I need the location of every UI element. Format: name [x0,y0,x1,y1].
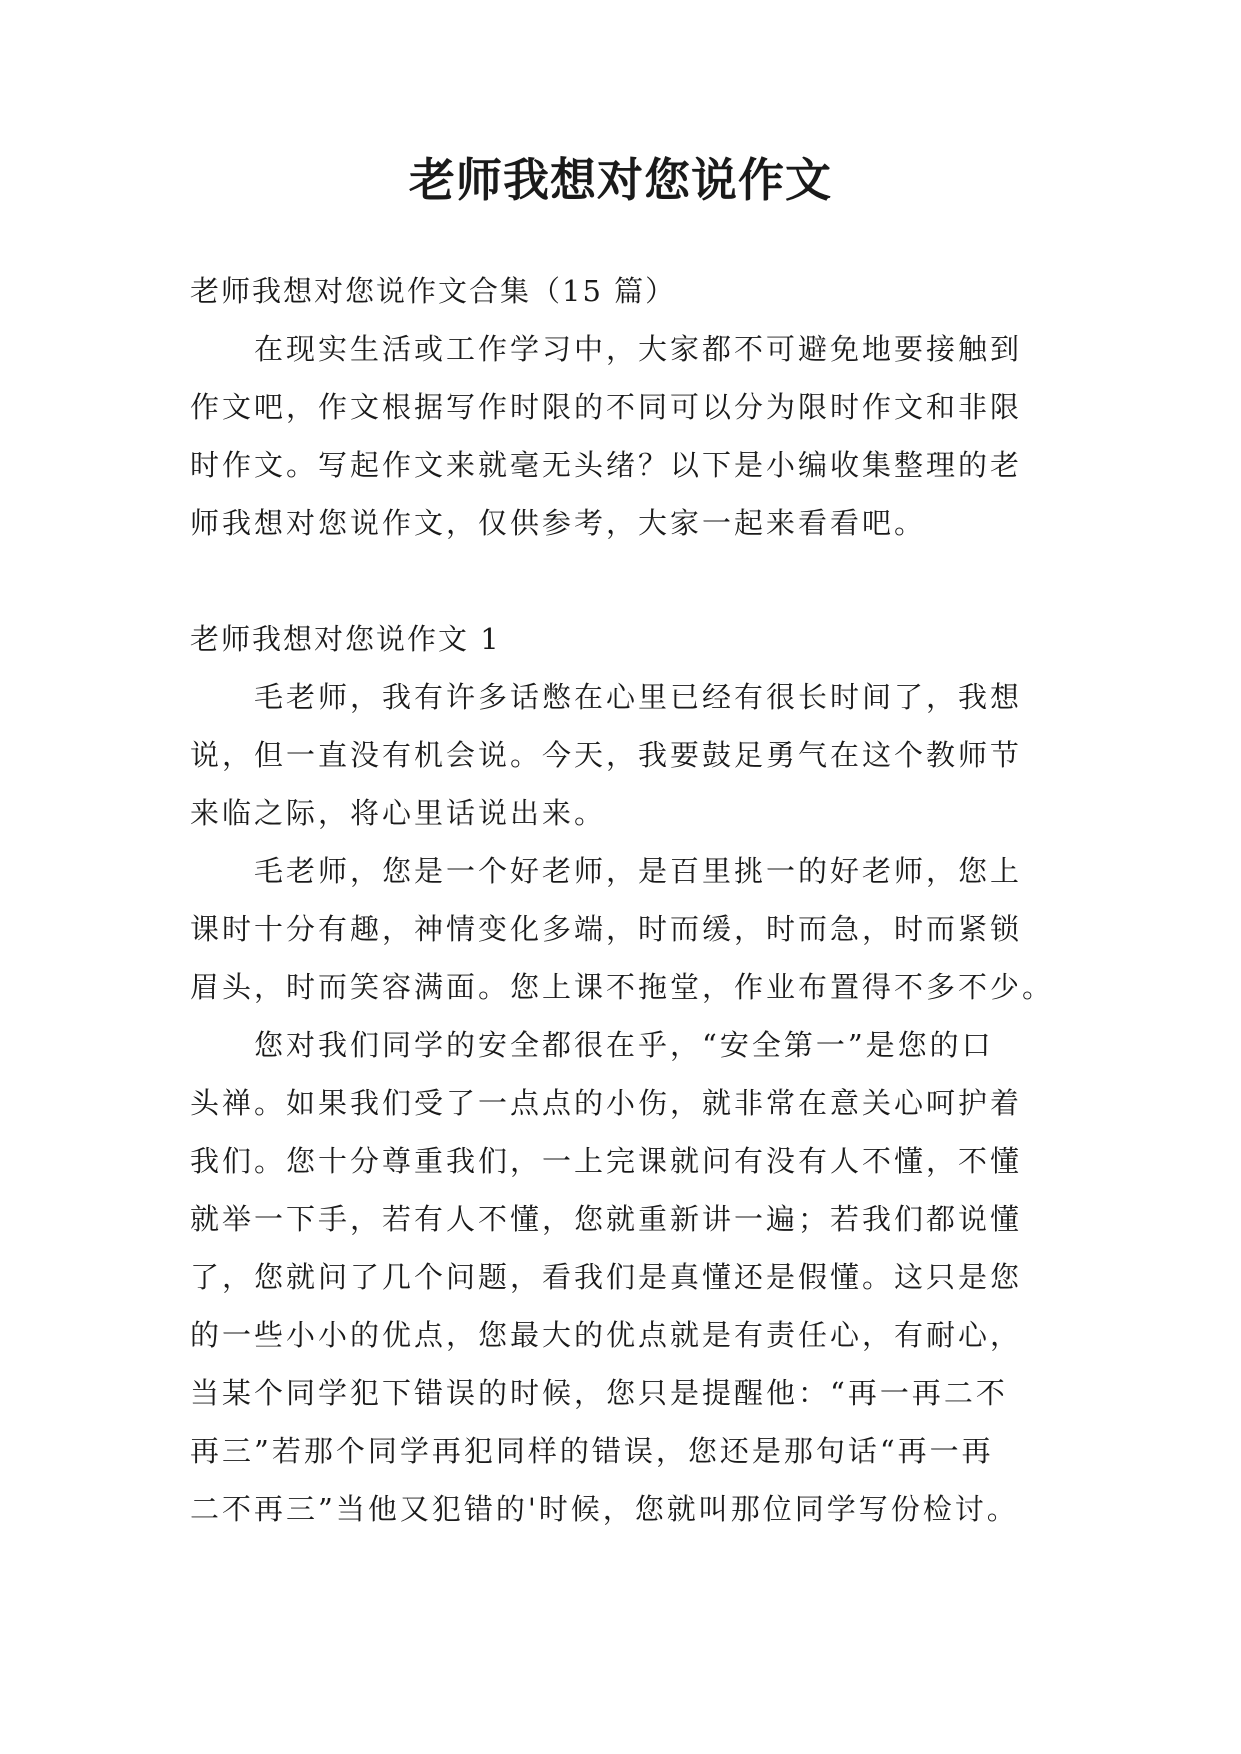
essay-paragraph-line: 说，但一直没有机会说。今天，我要鼓足勇气在这个教师节 [190,738,1023,772]
essay-paragraph-line: 毛老师，我有许多话憋在心里已经有很长时间了，我想 [190,680,1023,714]
essay-paragraph-line: 我们。您十分尊重我们，一上完课就问有没有人不懂，不懂 [190,1144,1023,1178]
essay-paragraph-line: 头禅。如果我们受了一点点的小伤，就非常在意关心呵护着 [190,1086,1023,1120]
essay-paragraph-line: 眉头，时而笑容满面。您上课不拖堂，作业布置得不多不少。 [190,970,1055,1004]
document-body [190,262,1060,1538]
intro-paragraph-line: 师我想对您说作文，仅供参考，大家一起来看看吧。 [190,506,927,540]
essay-paragraph-line: 二不再三”当他又犯错的'时候，您就叫那位同学写份检讨。 [190,1492,1019,1526]
blank-line [190,552,1060,610]
essay-paragraph-line: 了，您就问了几个问题，看我们是真懂还是假懂。这只是您 [190,1260,1023,1294]
essay-paragraph-line: 课时十分有趣，神情变化多端，时而缓，时而急，时而紧锁 [190,912,1023,946]
essay-paragraph-line: 的一些小小的优点，您最大的优点就是有责任心，有耐心， [190,1318,1023,1352]
essay-paragraph-line: 当某个同学犯下错误的时候，您只是提醒他：“再一再二不 [190,1376,1008,1410]
essay-heading: 老师我想对您说作文 1 [190,622,501,656]
essay-paragraph-line: 毛老师，您是一个好老师，是百里挑一的好老师，您上 [190,854,1023,888]
essay-paragraph-line: 您对我们同学的安全都很在乎，“安全第一”是您的口 [190,1028,994,1062]
intro-paragraph-line: 在现实生活或工作学习中，大家都不可避免地要接触到 [190,332,1023,366]
intro-paragraph-line: 作文吧，作文根据写作时限的不同可以分为限时作文和非限 [190,390,1023,424]
document-title: 老师我想对您说作文 [409,153,832,207]
collection-heading: 老师我想对您说作文合集（15 篇） [190,274,677,308]
essay-paragraph-line: 再三”若那个同学再犯同样的错误，您还是那句话“再一再 [190,1434,994,1468]
essay-paragraph-line: 来临之际，将心里话说出来。 [190,796,607,830]
essay-paragraph-line: 就举一下手，若有人不懂，您就重新讲一遍；若我们都说懂 [190,1202,1023,1236]
intro-paragraph-line: 时作文。写起作文来就毫无头绪？以下是小编收集整理的老 [190,448,1023,482]
